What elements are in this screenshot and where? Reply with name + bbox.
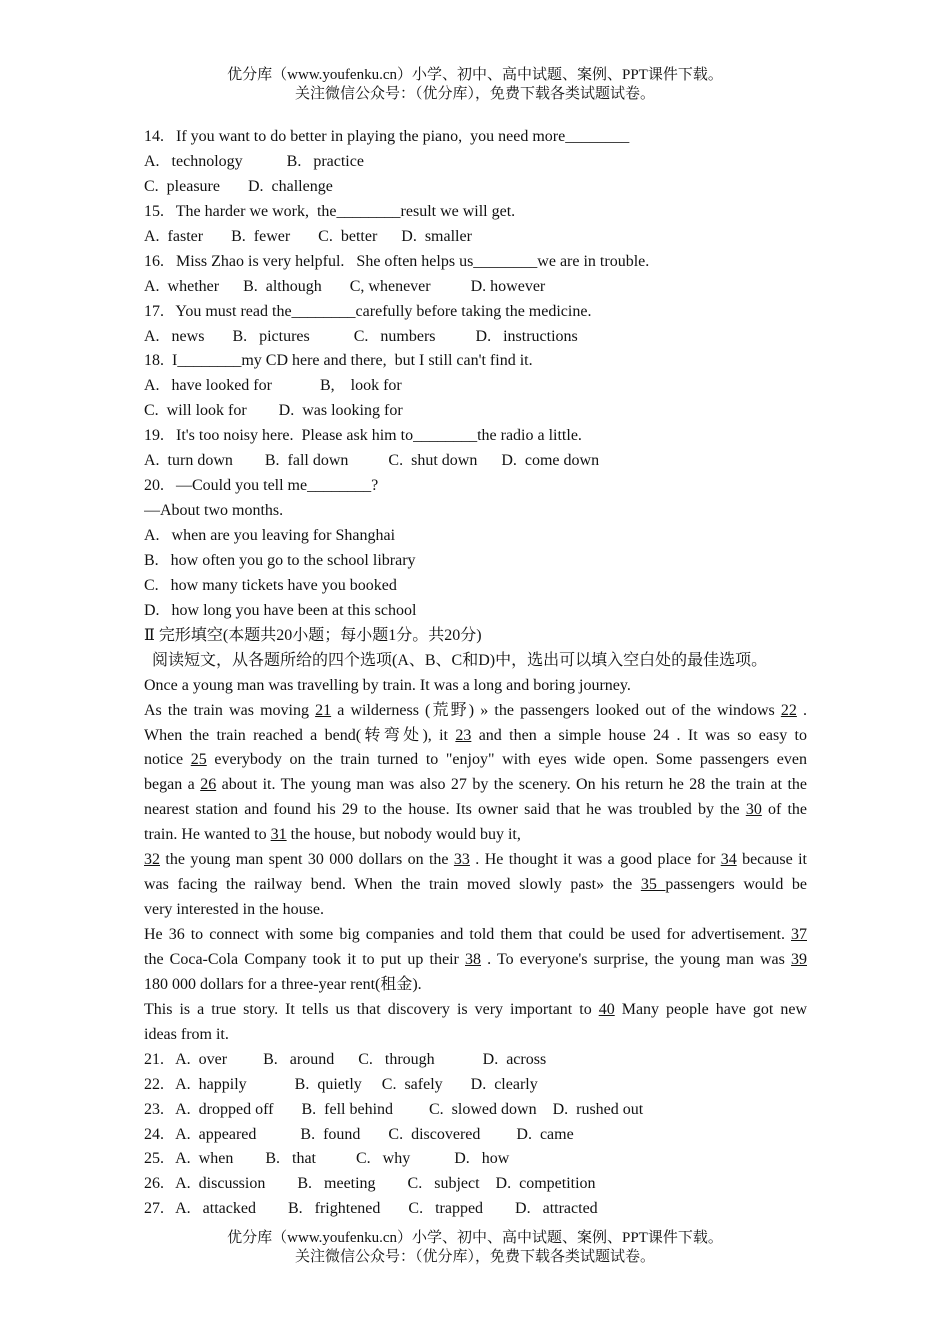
text-line: 20. —Could you tell me________? (144, 477, 379, 495)
passage-text: passengers would be (665, 876, 807, 894)
text-line: 15. The harder we work, the________result we will get. (144, 202, 516, 220)
passage-line (144, 923, 807, 948)
text-line: A. whether B. although C, whenever D. however (144, 277, 546, 295)
passage-text: a wilderness (荒野) » the passengers looked out of the windows (331, 701, 781, 719)
passage-text: because it (736, 851, 807, 869)
text-line: A. faster B. fewer C. better D. smaller (144, 227, 472, 245)
passage-text: of the (761, 801, 807, 819)
passage-text: . To everyone's surprise, the young man was (481, 950, 791, 968)
text-line: 19. It's too noisy here. Please ask him to________the radio a little. (144, 427, 582, 445)
passage-text: about it. The young man was also 27 by the scenery. On his return he 28 the train at the (216, 776, 807, 794)
text-line: B. how often you go to the school library (144, 551, 416, 569)
passage-text: was facing the railway bend. When the train moved slowly past» the (144, 876, 641, 894)
passage-line (144, 998, 807, 1023)
text-line: 17. You must read the________carefully before taking the medicine. (144, 302, 592, 320)
passage-text: and then a simple house 24 . It was so easy to (471, 726, 807, 744)
text-line: 14. If you want to do better in playing the piano, you need more________ (144, 128, 630, 145)
blank-number: 38 (465, 950, 481, 968)
text-line: 21. A. over B. around C. through D. across (144, 1050, 547, 1068)
passage-text: This is a true story. It tells us that discovery is very important to (144, 1000, 599, 1018)
passage-text: notice (144, 751, 191, 769)
passage-line (144, 823, 807, 848)
passage-line (144, 798, 807, 823)
passage-text: nearest station and found his 29 to the house. Its owner said that he was troubled by the (144, 801, 746, 819)
passage-line (144, 873, 807, 898)
text-line: C. pleasure D. challenge (144, 177, 333, 195)
text-line: 24. A. appeared B. found C. discovered D. came (144, 1125, 574, 1143)
page-footer (0, 1229, 950, 1267)
passage-line (144, 748, 807, 773)
passage-line (144, 773, 807, 798)
passage-text: Many people have got new (614, 1000, 807, 1018)
passage-line (144, 699, 807, 724)
text-line: 26. A. discussion B. meeting C. subject D. competition (144, 1175, 596, 1193)
passage-line (144, 674, 807, 699)
text-line: 25. A. when B. that C. why D. how (144, 1150, 510, 1168)
passage-text: the young man spent 30 000 dollars on the (160, 851, 454, 869)
exam-content (144, 125, 807, 1222)
blank-number: 25 (190, 751, 207, 769)
passage-text: . He thought it was a good place for (469, 851, 721, 869)
text-line: C. will look for D. was looking for (144, 402, 403, 420)
header-line-2: 关注微信公众号：（优分库），免费下载各类试题试卷。 (294, 86, 655, 102)
blank-number: 26 (200, 776, 217, 794)
blank-number: 22 (780, 701, 797, 719)
text-line: 27. A. attacked B. frightened C. trapped D. attracted (144, 1200, 598, 1218)
passage-text: everybody on the train turned to "enjoy" with eyes wide open. Some passengers even (206, 751, 807, 769)
page-header (0, 66, 950, 104)
blank-number: 40 (598, 1000, 615, 1018)
header-line-1: 优分库（www.youfenku.cn）小学、初中、高中试题、案例、PPT课件下载。 (227, 67, 723, 83)
passage-text: . (796, 701, 807, 719)
text-line: A. technology B. practice (144, 152, 364, 170)
text-line: 23. A. dropped off B. fell behind C. slowed down D. rushed out (144, 1100, 644, 1118)
blank-number: 33 (453, 851, 470, 869)
passage-text: began a (144, 776, 201, 794)
text-line: —About two months. (144, 502, 284, 520)
text-line: C. how many tickets have you booked (144, 576, 397, 594)
passage-text: 180 000 dollars for a three-year rent(租金). (144, 975, 422, 993)
blank-number: 21 (315, 701, 332, 719)
text-line: Ⅱ 完形填空(本题共20小题；每小题1分。共20分) (144, 626, 482, 644)
text-line: 阅读短文，从各题所给的四个选项(A、B、C和D)中，选出可以填入空白处的最佳选项。 (144, 651, 768, 669)
blank-number: 37 (791, 926, 807, 943)
blank-number: 23 (455, 726, 472, 744)
passage-line (144, 724, 807, 749)
passage-text: the house, but nobody would buy it, (286, 826, 521, 844)
passage-text: He 36 to connect with some big companies and told them that could be used for advertisement. (144, 926, 791, 943)
passage-line (144, 973, 807, 998)
passage-line (144, 1023, 807, 1048)
blank-number: 32 (144, 851, 160, 869)
blank-number: 30 (745, 801, 762, 819)
passage-text: the Coca-Cola Company took it to put up their (144, 950, 465, 968)
text-line: 16. Miss Zhao is very helpful. She often helps us________we are in trouble. (144, 252, 650, 270)
blank-number: 35 (640, 876, 666, 894)
text-line: A. when are you leaving for Shanghai (144, 527, 396, 544)
passage-text: train. He wanted to (144, 826, 271, 844)
passage-text: As the train was moving (144, 701, 316, 719)
passage-line (144, 848, 807, 873)
footer-line-2: 关注微信公众号：（优分库），免费下载各类试题试卷。 (294, 1249, 655, 1265)
text-line: A. turn down B. fall down C. shut down D. come down (144, 452, 600, 470)
text-line: 22. A. happily B. quietly C. safely D. clearly (144, 1075, 538, 1093)
passage-text: Once a young man was travelling by train. It was a long and boring journey. (144, 676, 631, 694)
passage-text: When the train reached a bend(转弯处), it (144, 726, 456, 744)
passage-text: ideas from it. (144, 1025, 229, 1043)
text-line: 18. I________my CD here and there, but I still can't find it. (144, 352, 533, 370)
footer-line-1: 优分库（www.youfenku.cn）小学、初中、高中试题、案例、PPT课件下载。 (227, 1230, 723, 1246)
blank-number: 39 (791, 950, 807, 968)
text-line: A. have looked for B, look for (144, 377, 402, 395)
text-line: A. news B. pictures C. numbers D. instructions (144, 327, 578, 345)
blank-number: 34 (720, 851, 737, 869)
blank-number: 31 (270, 826, 287, 844)
passage-text: very interested in the house. (144, 901, 324, 919)
text-line: D. how long you have been at this school (144, 601, 417, 619)
passage-line (144, 948, 807, 973)
passage-line (144, 898, 807, 923)
